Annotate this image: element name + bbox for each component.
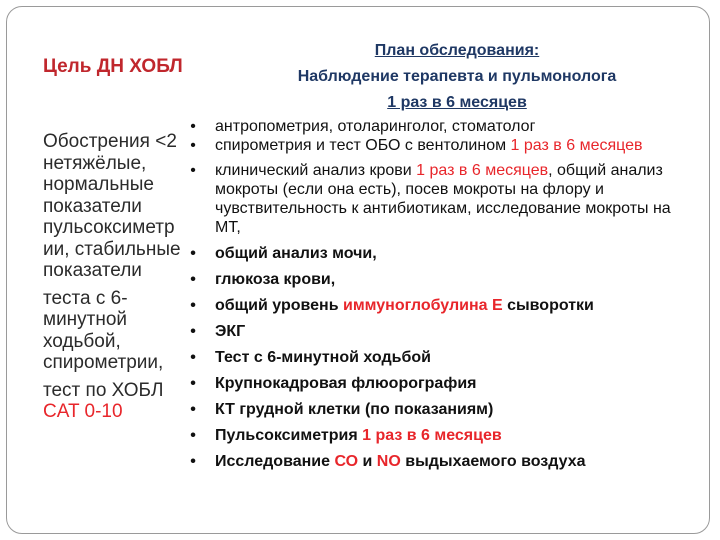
item-text: глюкоза крови, [215,271,336,288]
exam-list [187,117,687,471]
item-text: антропометрия, отоларинголог, стоматолог [215,118,536,135]
list-item [187,117,687,136]
bullet-icon: • [190,349,196,366]
item-highlight: иммуноглобулина Е [342,297,503,314]
item-highlight: 1 раз в 6 месяцев [510,137,643,154]
list-item [187,296,687,315]
bullet-icon: • [190,323,196,340]
item-text: Крупнокадровая флюорография [215,375,477,392]
item-highlight: 1 раз в 6 месяцев [416,162,549,179]
plan-title: План обследования: [374,42,540,59]
bullet-icon: • [190,375,196,392]
item-text: Исследование [215,453,335,470]
list-item [187,426,687,445]
item-text: клинический анализ крови [215,162,417,179]
goal-description [43,131,191,423]
list-item [187,374,687,393]
item-text: общий анализ мочи, [215,245,377,262]
list-item [187,348,687,367]
goal-para-3-text: тест по ХОБЛ [43,379,164,401]
bullet-icon: • [190,162,196,179]
item-text-mid: и [358,453,377,470]
bullet-icon: • [190,297,196,314]
goal-para-2: теста с 6-минутной ходьбой, спирометрии, [43,287,164,373]
plan-frequency: 1 раз в 6 месяцев [387,94,527,111]
list-item [187,136,687,155]
plan-heading [207,38,707,116]
bullet-icon: • [190,427,196,444]
plan-subtitle: Наблюдение терапевта и пульмонолога [297,68,617,85]
bullet-icon: • [190,245,196,262]
goal-title: Цель ДН ХОБЛ [43,56,183,77]
slide-frame [6,6,710,534]
item-text-tail: , общий анализ мокроты (если она есть), посев мокроты на флору и чувствительность к антибиотикам, исследование мокроты на МТ, [215,162,671,236]
bullet-icon: • [190,137,196,154]
list-item [187,400,687,419]
item-text: ЭКГ [215,323,246,340]
list-item [187,270,687,289]
cat-score: CAT 0-10 [43,401,123,422]
item-text-tail: выдыхаемого воздуха [400,453,586,470]
list-item [187,322,687,341]
bullet-icon: • [190,271,196,288]
item-text: КТ грудной клетки (по показаниям) [215,401,494,418]
item-text-tail: сыворотки [502,297,594,314]
item-text: общий уровень [215,297,343,314]
bullet-icon: • [190,118,196,135]
item-highlight-2: NO [376,453,401,470]
list-item [187,452,687,471]
list-item [187,244,687,263]
item-text: Тест с 6-минутной ходьбой [215,349,431,366]
item-text: спирометрия и тест ОБО с вентолином [215,137,511,154]
goal-para-1: Обострения <2 нетяжёлые, нормальные показатели пульсоксиметр ии, стабильные показатели [43,131,181,281]
goal-para-3 [43,380,191,423]
bullet-icon: • [190,401,196,418]
item-highlight: 1 раз в 6 месяцев [362,427,502,444]
list-item [187,161,687,237]
bullet-icon: • [190,453,196,470]
item-text: Пульсоксиметрия [215,427,363,444]
item-highlight: СО [334,453,359,470]
